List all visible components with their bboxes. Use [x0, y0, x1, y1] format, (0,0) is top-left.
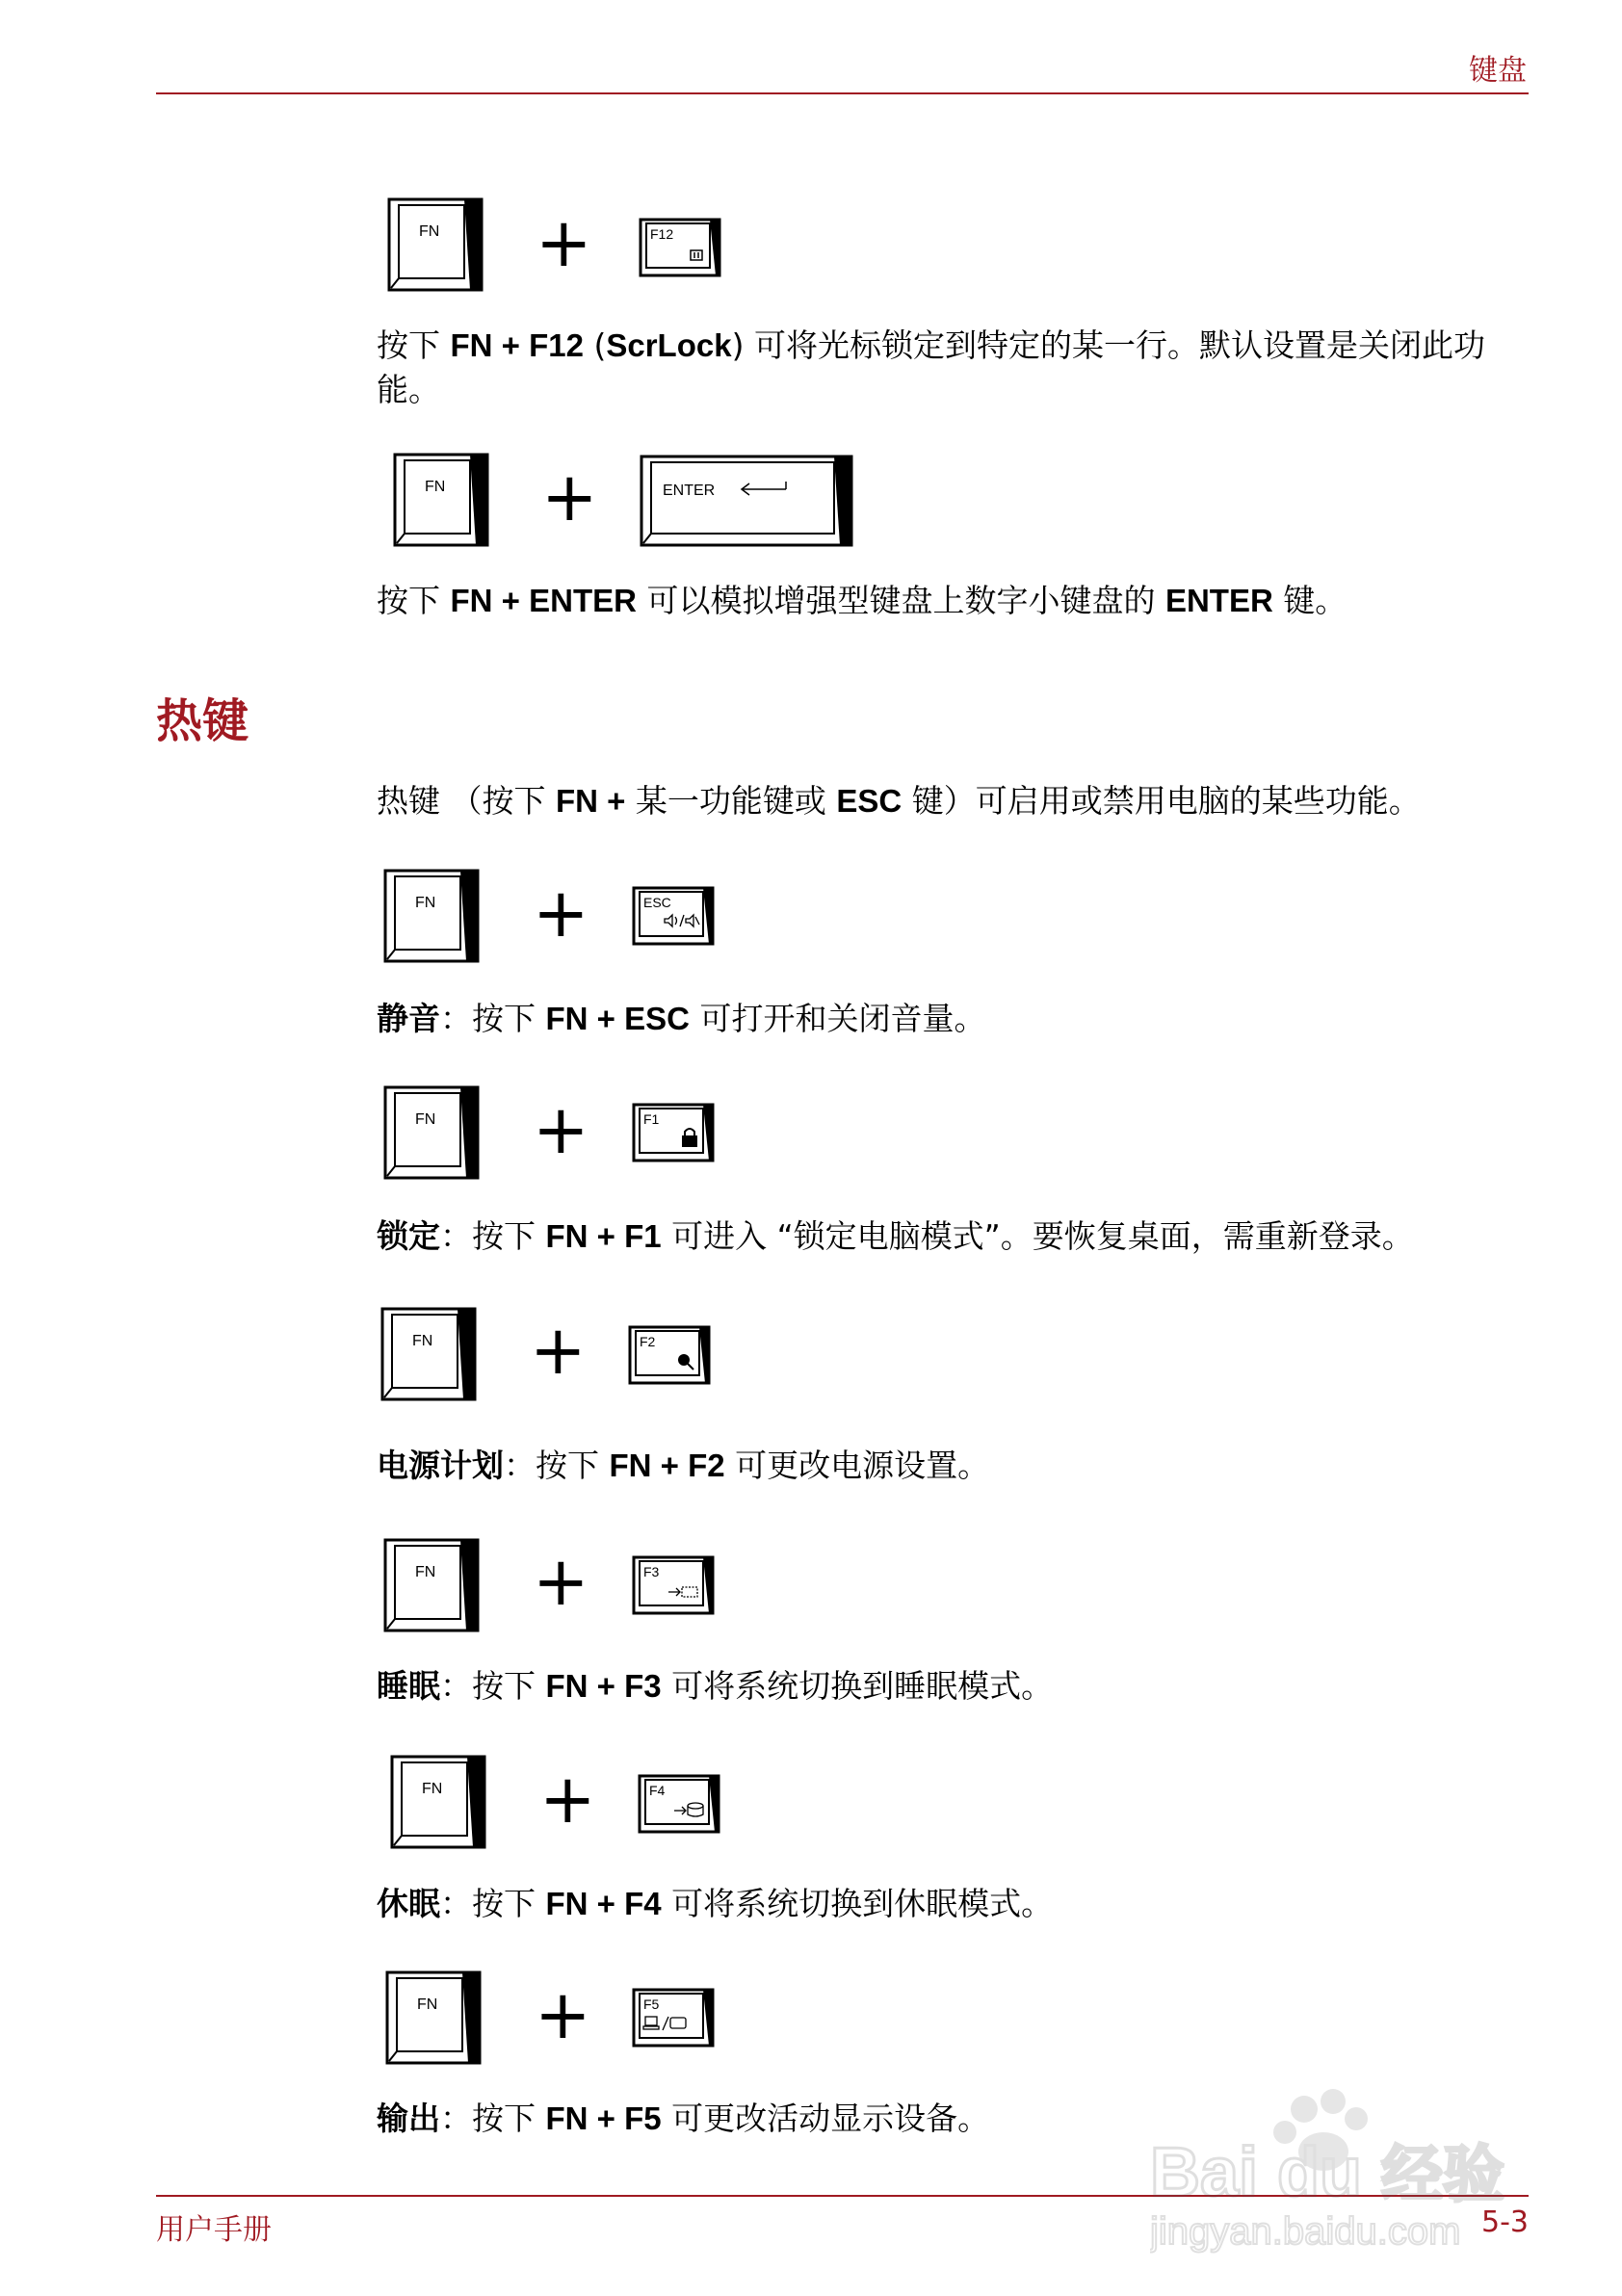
hotkey-description-power-plan: 电源计划：按下 FN + F2 可更改电源设置。: [377, 1447, 990, 1484]
svg-text:F2: F2: [640, 1334, 656, 1349]
enter-key: [640, 455, 853, 547]
svg-text:ESC: ESC: [643, 895, 671, 910]
hotkeys-intro: 热键 （按下 FN + 某一功能键或 ESC 键）可启用或禁用电脑的某些功能。: [377, 782, 1421, 820]
svg-text:F12: F12: [650, 226, 674, 242]
esc-key: [632, 886, 715, 946]
svg-text:FN: FN: [417, 1996, 438, 2013]
svg-text:FN: FN: [425, 479, 446, 495]
f3-key: [632, 1555, 715, 1615]
svg-text:FN: FN: [415, 1111, 436, 1128]
f1-key: [632, 1103, 715, 1162]
svg-text:FN: FN: [412, 1333, 433, 1349]
fn-key: [383, 1085, 480, 1180]
svg-text:F1: F1: [643, 1111, 660, 1127]
header-rule: [156, 92, 1529, 94]
svg-text:经验: 经验: [1381, 2140, 1504, 2211]
fn-key: [380, 1307, 477, 1401]
svg-text:ENTER: ENTER: [663, 483, 716, 499]
f4-key: [638, 1774, 720, 1834]
hotkey-description-mute: 静音：按下 FN + ESC 可打开和关闭音量。: [377, 1000, 986, 1037]
hotkey-description-output: 输出：按下 FN + F5 可更改活动显示设备。: [377, 2100, 990, 2137]
svg-text:F3: F3: [643, 1564, 660, 1579]
svg-text:F5: F5: [643, 1996, 660, 2012]
svg-text:FN: FN: [415, 1564, 436, 1580]
hotkey-description-hibernate: 休眠：按下 FN + F4 可将系统切换到休眠模式。: [377, 1885, 1054, 1922]
fn-key: [383, 1538, 480, 1632]
hotkey-description-sleep: 睡眠：按下 FN + F3 可将系统切换到睡眠模式。: [377, 1667, 1054, 1705]
hotkey-description-lock: 锁定：按下 FN + F1 可进入 “锁定电脑模式”。要恢复桌面，需重新登录。: [377, 1217, 1414, 1255]
fn-key: [387, 197, 484, 292]
plus-sign: +: [536, 203, 592, 282]
fn-key: [385, 1970, 482, 2065]
svg-text:Bai du: Bai du: [1150, 2134, 1363, 2211]
plus-sign: +: [533, 1090, 589, 1169]
baidu-watermark-logo: [1150, 2080, 1555, 2254]
svg-text:FN: FN: [422, 1781, 443, 1797]
header-section-title: 键盘: [1469, 54, 1527, 88]
fn-key: [393, 453, 489, 547]
svg-text:FN: FN: [415, 895, 436, 911]
svg-text:jingyan.baidu.com: jingyan.baidu.com: [1150, 2210, 1461, 2253]
f2-key: [628, 1325, 711, 1385]
f12-key: [639, 218, 721, 277]
fn-enter-description: 按下 FN + ENTER 可以模拟增强型键盘上数字小键盘的 ENTER 键。: [377, 582, 1347, 619]
plus-sign: +: [533, 1542, 589, 1621]
plus-sign: +: [539, 1760, 596, 1839]
plus-sign: +: [535, 1975, 591, 2054]
page-number: 5-3: [1481, 2205, 1529, 2239]
plus-sign: +: [533, 874, 589, 952]
fn-key: [390, 1755, 486, 1849]
fn-key: [383, 869, 480, 963]
svg-text:F4: F4: [649, 1783, 666, 1798]
plus-sign: +: [541, 457, 598, 536]
plus-sign: +: [530, 1311, 587, 1390]
section-heading-hotkeys: 热键: [156, 694, 249, 748]
f5-key: [632, 1988, 715, 2048]
svg-text:FN: FN: [419, 223, 440, 240]
footer-manual-title: 用户手册: [156, 2213, 272, 2247]
fn-f12-description: 按下 FN + F12 (ScrLock) 可将光标锁定到特定的某一行。默认设置是关闭此功能。: [377, 326, 1485, 408]
